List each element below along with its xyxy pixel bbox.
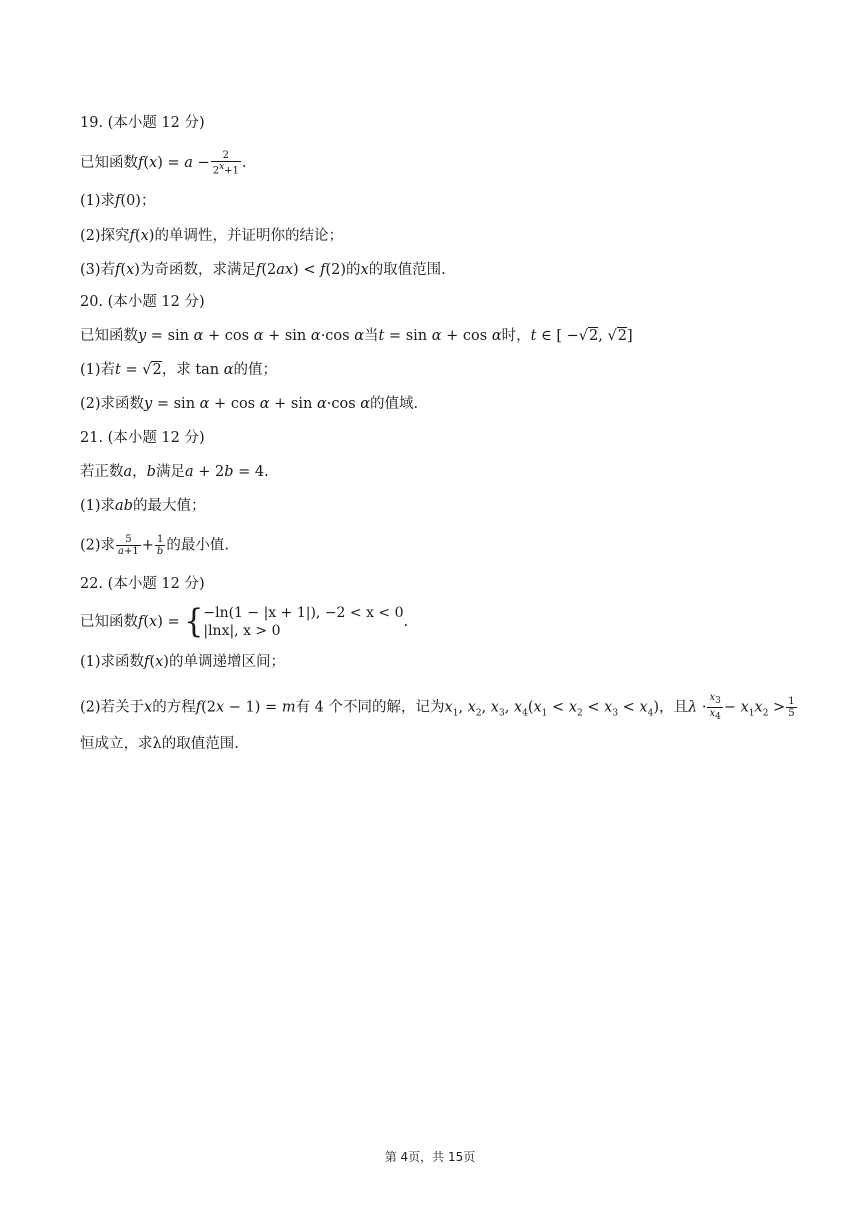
q19-stem: 已知函数f(x) = a − $\frac{2}{2^x+1}$ . — [80, 150, 247, 177]
q22-part2: (2)若关于x的方程f(2x − 1) = m有 4 个不同的解，记为$x_1$, $x_2$, $x_3$, $x_4(x_1 < x_2 < x_3 < x_4)$，且λ · $\frac{x_3}{x_4}$ − $x_1x_2$ > $\frac{1}{5}$ — [80, 692, 795, 722]
q20-part1: (1)若t = √2，求 tan α的值； — [80, 362, 278, 378]
q21-fraction-1: $\frac{5}{a+1}$ — [118, 534, 139, 557]
q21-part2: (2)求 $\frac{5}{a+1}$ + $\frac{1}{b}$ 的最小值. — [80, 534, 229, 557]
q22-stem: 已知函数f(x) = { −ln(1 − |x + 1|), −2 < x < 0 |lnx|, x > 0 . — [80, 602, 409, 641]
page-footer: 第 4页，共 15页 — [384, 1150, 476, 1164]
q22-fraction-1: $\frac{x_3}{x_4}$ — [709, 692, 721, 722]
q20-part2: (2)求函数y = sin α + cos α + sin α·cos α的值域. — [80, 396, 419, 412]
q22-brace: { — [184, 602, 204, 641]
q21-fraction-2: $\frac{1}{b}$ — [156, 534, 164, 557]
q22-piecewise: −ln(1 − |x + 1|), −2 < x < 0 |lnx|, x > 0 — [203, 605, 404, 639]
q20-header: 20. (本小题 12 分) — [80, 294, 205, 310]
q19-stem-text: 已知函数 — [80, 155, 138, 172]
q21-header: 21. (本小题 12 分) — [80, 430, 205, 446]
q19-part1: (1)求f(0)； — [80, 193, 156, 209]
q21-stem: 若正数a，b满足a + 2b = 4. — [80, 464, 269, 480]
q22-fraction-2: $\frac{1}{5}$ — [788, 696, 795, 719]
q19-fraction: $\frac{2}{2^x+1}$ — [212, 150, 239, 177]
q19-header: 19. (本小题 12 分) — [80, 115, 205, 131]
q21-part1: (1)求ab的最大值； — [80, 498, 206, 514]
q22-part1: (1)求函数f(x)的单调递增区间； — [80, 654, 285, 670]
q22-part2-line2: 恒成立，求λ的取值范围. — [80, 736, 239, 752]
q19-part2: (2)探究f(x)的单调性，并证明你的结论； — [80, 228, 343, 244]
q22-header: 22. (本小题 12 分) — [80, 576, 205, 592]
q19-part3: (3)若f(x)为奇函数，求满足f(2ax) < f(2)的x的取值范围. — [80, 262, 446, 278]
q20-stem: 已知函数y = sin α + cos α + sin α·cos α当t = sin α + cos α时，t ∈ [ −√2, √2] — [80, 328, 633, 344]
